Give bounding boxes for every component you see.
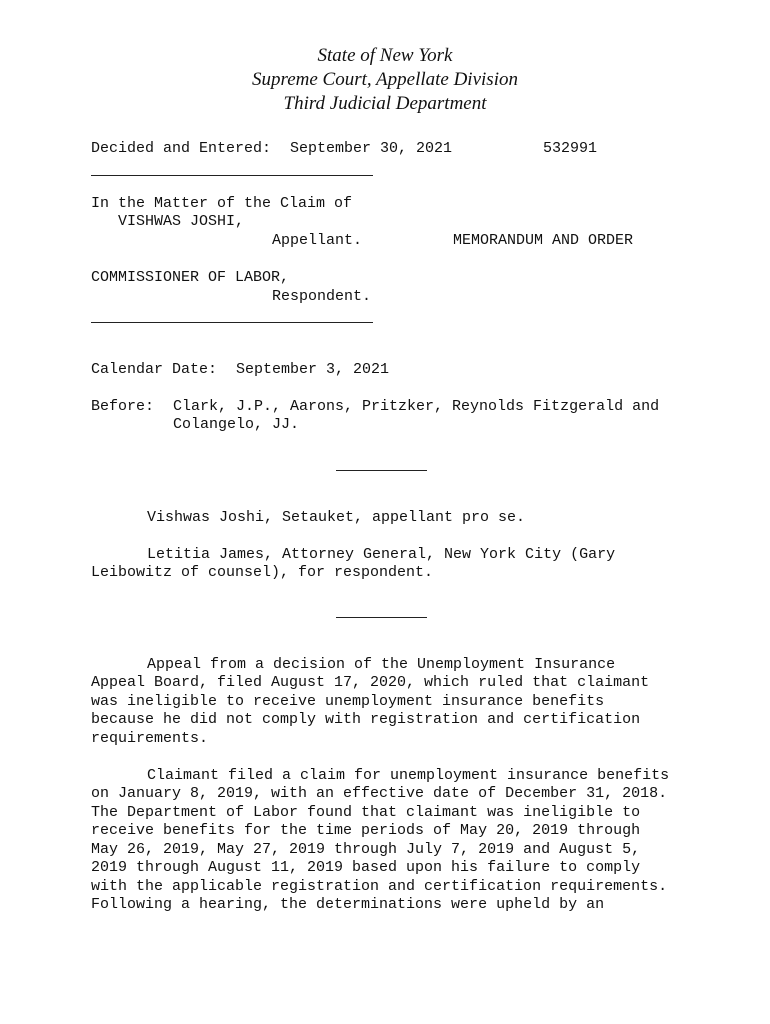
decided-label: Decided and Entered: <box>91 140 272 157</box>
section-divider-1 <box>336 470 427 471</box>
text-line: Appeal Board, filed August 17, 2020, which ruled that claimant <box>91 674 650 691</box>
state-line: State of New York <box>317 45 453 66</box>
docket-number: 532991 <box>543 140 598 157</box>
text-line: was ineligible to receive unemployment insurance benefits <box>91 693 605 710</box>
calendar-label: Calendar Date: <box>91 361 218 378</box>
judges-line-2: Colangelo, JJ. <box>173 416 300 433</box>
judges-line-1: Clark, J.P., Aarons, Pritzker, Reynolds Fitzgerald and <box>173 398 660 415</box>
before-label: Before: <box>91 398 155 415</box>
text-line: on January 8, 2019, with an effective date of December 31, 2018. <box>91 785 668 802</box>
text-line: 2019 through August 11, 2019 based upon his failure to comply <box>91 859 641 876</box>
court-header <box>0 44 770 116</box>
appellant-role: Appellant. <box>272 232 363 249</box>
text-line: Claimant filed a claim for unemployment insurance benefits <box>147 767 670 784</box>
text-line: Following a hearing, the determinations were upheld by an <box>91 896 605 913</box>
caption-bottom-rule <box>91 322 373 323</box>
text-line: receive benefits for the time periods of May 20, 2019 through <box>91 822 641 839</box>
text-line: with the applicable registration and certification requirements. <box>91 878 668 895</box>
text-line: because he did not comply with registration and certification <box>91 711 641 728</box>
document-type: MEMORANDUM AND ORDER <box>453 232 634 249</box>
appellant-counsel: Vishwas Joshi, Setauket, appellant pro se. <box>147 509 526 526</box>
text-line: Appeal from a decision of the Unemployment Insurance <box>147 656 616 673</box>
section-divider-2 <box>336 617 427 618</box>
text-line: May 26, 2019, May 27, 2019 through July 7, 2019 and August 5, <box>91 841 641 858</box>
matter-line: In the Matter of the Claim of <box>91 195 353 212</box>
text-line: The Department of Labor found that claimant was ineligible to <box>91 804 641 821</box>
respondent-role: Respondent. <box>272 288 372 305</box>
claimant-name: VISHWAS JOSHI, <box>118 213 245 230</box>
department-line: Third Judicial Department <box>283 93 487 114</box>
respondent-counsel-line-2: Leibowitz of counsel), for respondent. <box>91 564 434 581</box>
text-line: requirements. <box>91 730 209 747</box>
decided-date: September 30, 2021 <box>290 140 453 157</box>
calendar-date: September 3, 2021 <box>236 361 390 378</box>
respondent-counsel-line-1: Letitia James, Attorney General, New York City (Gary <box>147 546 616 563</box>
court-line: Supreme Court, Appellate Division <box>252 69 518 90</box>
caption-top-rule <box>91 175 373 176</box>
respondent-name: COMMISSIONER OF LABOR, <box>91 269 290 286</box>
